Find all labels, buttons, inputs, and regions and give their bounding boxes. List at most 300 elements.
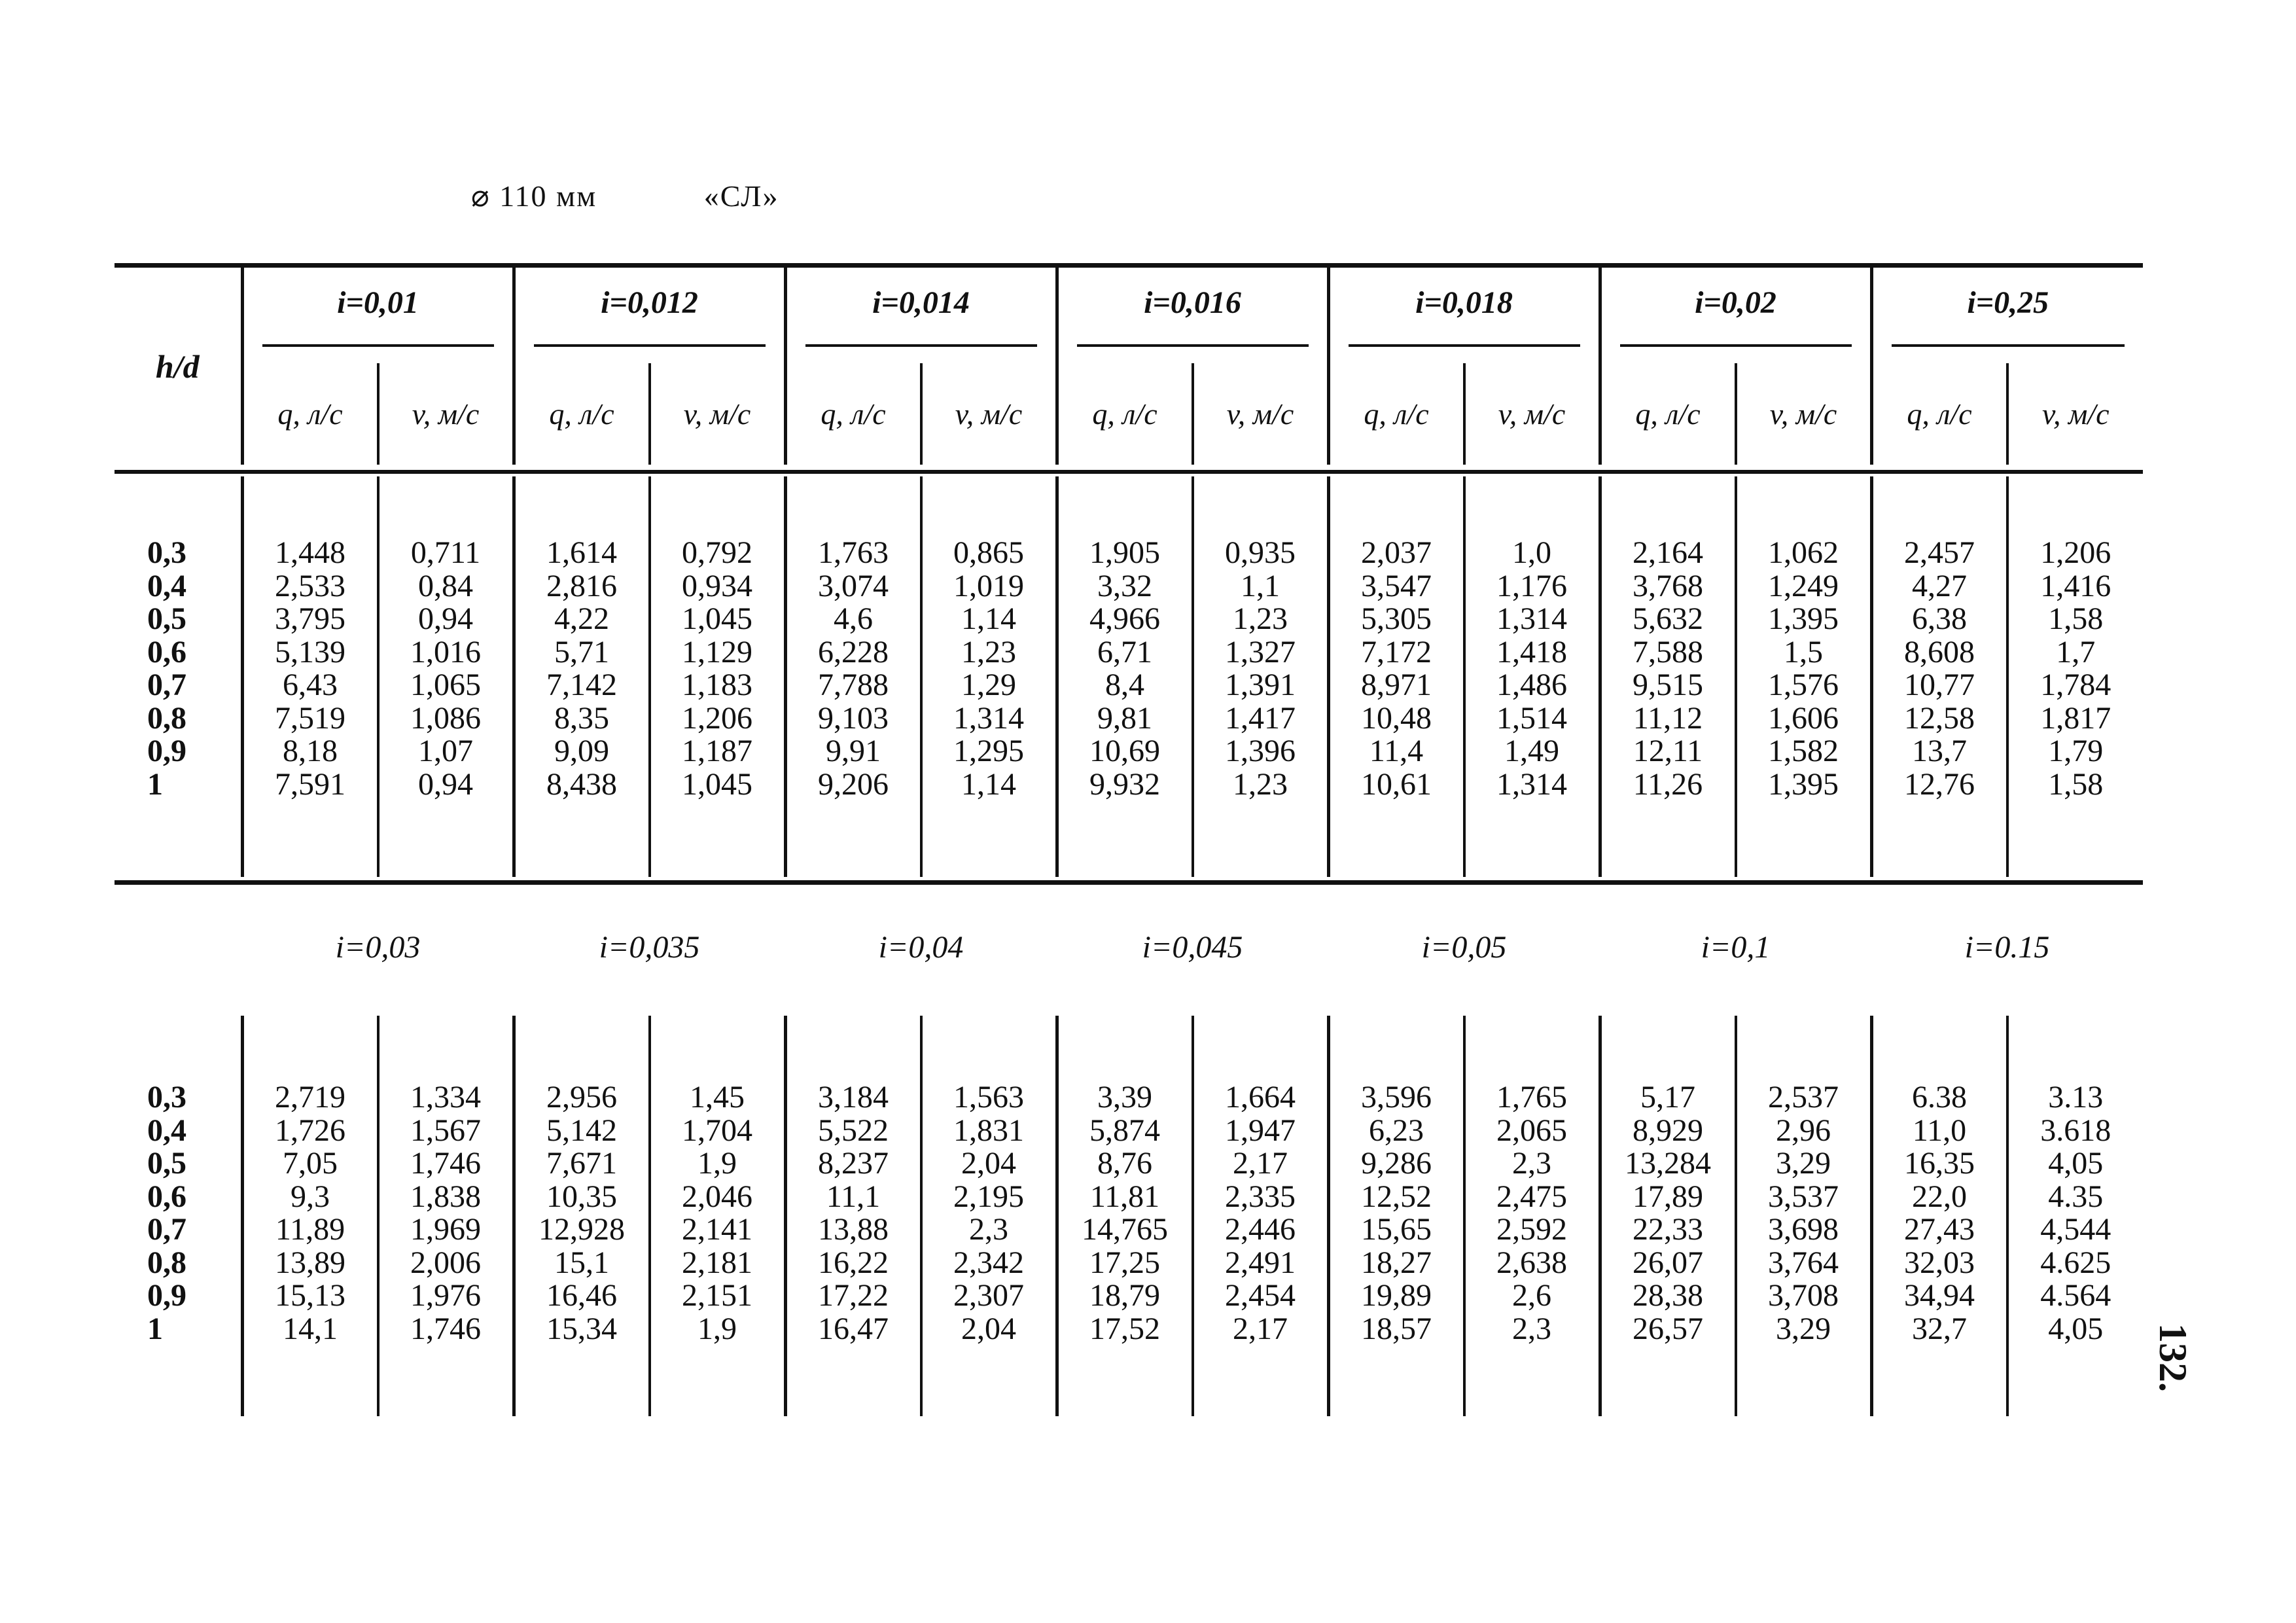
v-value: 2,065 (1496, 1113, 1567, 1148)
slope-header: i=0,018 (1328, 268, 1600, 363)
v-value: 2,181 (682, 1245, 752, 1280)
q-value: 5,71 (554, 634, 609, 669)
q-value: 7,142 (546, 668, 617, 702)
v-value: 2,3 (969, 1212, 1008, 1247)
v-value: 2,141 (682, 1212, 752, 1247)
v-value: 2,446 (1225, 1212, 1296, 1247)
q-value: 5,522 (818, 1113, 889, 1148)
v-value: 0,94 (418, 601, 473, 636)
q-value: 19,89 (1361, 1278, 1432, 1313)
slope-header: i=0,035 (599, 930, 700, 965)
v-header: v, м/с (921, 363, 1057, 465)
q-value: 17,52 (1089, 1311, 1160, 1346)
hd-value: 0,7 (147, 668, 186, 702)
q-value: 1,614 (546, 535, 617, 570)
q-value: 10,48 (1361, 700, 1432, 736)
v-column (650, 476, 786, 877)
q-value: 5,874 (1089, 1113, 1160, 1148)
q-value: 9,09 (554, 734, 609, 768)
slope-header: i=0,05 (1421, 930, 1507, 965)
v-value: 2,592 (1496, 1212, 1567, 1247)
v-value: 1,831 (953, 1113, 1024, 1148)
q-value: 3,184 (818, 1080, 889, 1115)
v-column (921, 1016, 1057, 1416)
v-column (1736, 476, 1872, 877)
v-column (2007, 476, 2144, 877)
q-value: 12,11 (1633, 734, 1703, 768)
hd-value: 0,4 (147, 1113, 186, 1148)
hd-values (115, 476, 242, 877)
q-value: 6,43 (283, 668, 338, 702)
v-value: 1,07 (418, 734, 473, 768)
q-column (1871, 476, 2007, 877)
v-value: 1,58 (2048, 601, 2104, 636)
q-value: 18,27 (1361, 1245, 1432, 1280)
q-value: 7,519 (275, 700, 345, 736)
q-value: 2,164 (1633, 535, 1703, 570)
q-value: 9,286 (1361, 1146, 1432, 1181)
v-value: 1,9 (698, 1146, 737, 1181)
q-value: 11,0 (1912, 1113, 1967, 1148)
q-value: 6.38 (1912, 1080, 1967, 1115)
header-rule (115, 470, 2143, 474)
hd-value: 0,5 (147, 1146, 186, 1181)
table-caption (471, 178, 877, 213)
v-value: 1,664 (1225, 1080, 1296, 1115)
v-value: 4.564 (2040, 1278, 2111, 1313)
v-value: 2,6 (1512, 1278, 1551, 1313)
q-value: 9,103 (818, 700, 889, 736)
q-value: 10,35 (546, 1179, 617, 1214)
hd-value: 0,9 (147, 1278, 186, 1313)
q-value: 11,89 (275, 1212, 345, 1247)
q-header: q, л/с (1328, 363, 1464, 465)
v-value: 1,418 (1496, 634, 1567, 669)
v-value: 3,764 (1768, 1245, 1839, 1280)
v-value: 1,79 (2048, 734, 2104, 768)
q-value: 9,3 (291, 1179, 330, 1214)
q-value: 18,57 (1361, 1311, 1432, 1346)
hd-value: 0,3 (147, 1080, 186, 1115)
hd-value: 0,4 (147, 568, 186, 603)
v-value: 1,5 (1784, 634, 1823, 669)
v-value: 2,04 (961, 1311, 1016, 1346)
v-value: 0,711 (410, 535, 481, 570)
v-value: 1,249 (1768, 568, 1839, 603)
q-column (1871, 1016, 2007, 1416)
q-value: 2,457 (1904, 535, 1975, 570)
q-value: 8,76 (1097, 1146, 1152, 1181)
v-value: 1,7 (2056, 634, 2096, 669)
q-header: q, л/с (785, 363, 921, 465)
v-value: 4,05 (2048, 1311, 2104, 1346)
bottom-table-body (115, 1016, 2143, 1416)
hd-column-header: h/d (115, 268, 242, 465)
q-header: q, л/с (1871, 363, 2007, 465)
q-column (242, 1016, 378, 1416)
q-value: 9,81 (1097, 700, 1152, 736)
q-value: 27,43 (1904, 1212, 1975, 1247)
v-value: 1,582 (1768, 734, 1839, 768)
v-value: 1,062 (1768, 535, 1839, 570)
q-value: 10,69 (1089, 734, 1160, 768)
v-value: 3.618 (2040, 1113, 2111, 1148)
q-value: 3,074 (818, 568, 889, 603)
q-value: 28,38 (1633, 1278, 1703, 1313)
hd-value: 0,9 (147, 734, 186, 768)
v-value: 0,792 (682, 535, 752, 570)
slope-header: i=0,04 (878, 930, 964, 965)
q-value: 13,88 (818, 1212, 889, 1247)
v-value: 2,151 (682, 1278, 752, 1313)
v-column (1193, 1016, 1329, 1416)
diameter-label: ⌀ 110 мм (471, 179, 597, 213)
q-value: 7,588 (1633, 634, 1703, 669)
hd-value: 0,8 (147, 700, 186, 736)
slope-header: i=0.15 (1964, 930, 2050, 965)
q-value: 4,6 (834, 601, 873, 636)
q-value: 3,768 (1633, 568, 1703, 603)
q-value: 8,237 (818, 1146, 889, 1181)
hd-value: 0,6 (147, 1179, 186, 1214)
q-value: 22,0 (1912, 1179, 1967, 1214)
v-value: 1,206 (2040, 535, 2111, 570)
v-value: 1,206 (682, 700, 752, 736)
q-value: 2,816 (546, 568, 617, 603)
q-value: 1,726 (275, 1113, 345, 1148)
v-value: 2,454 (1225, 1278, 1296, 1313)
v-value: 1,29 (961, 668, 1016, 702)
q-value: 10,61 (1361, 766, 1432, 802)
v-value: 2,96 (1776, 1113, 1831, 1148)
q-header: q, л/с (1600, 363, 1736, 465)
q-value: 12,52 (1361, 1179, 1432, 1214)
q-value: 13,284 (1625, 1146, 1711, 1181)
q-value: 16,35 (1904, 1146, 1975, 1181)
q-value: 12,928 (539, 1212, 625, 1247)
v-column (1464, 476, 1600, 877)
series-label: «СЛ» (703, 179, 779, 213)
v-value: 1,395 (1768, 766, 1839, 802)
v-value: 1,391 (1225, 668, 1296, 702)
v-value: 2,046 (682, 1179, 752, 1214)
v-value: 2,307 (953, 1278, 1024, 1313)
v-value: 1,129 (682, 634, 752, 669)
q-value: 26,57 (1633, 1311, 1703, 1346)
v-header: v, м/с (1464, 363, 1600, 465)
v-value: 1,576 (1768, 668, 1839, 702)
hd-value: 0,3 (147, 535, 186, 570)
v-value: 1,9 (698, 1311, 737, 1346)
slope-header: i=0,25 (1871, 268, 2143, 363)
v-column (1193, 476, 1329, 877)
q-value: 4,966 (1089, 601, 1160, 636)
q-column (514, 1016, 650, 1416)
middle-rule (115, 880, 2143, 885)
v-value: 0,935 (1225, 535, 1296, 570)
q-column (785, 1016, 921, 1416)
q-column (514, 476, 650, 877)
v-value: 3.13 (2048, 1080, 2104, 1115)
hd-value: 0,6 (147, 634, 186, 669)
v-value: 1,514 (1496, 700, 1567, 736)
v-value: 1,314 (1496, 601, 1567, 636)
v-column (650, 1016, 786, 1416)
q-value: 9,515 (1633, 668, 1703, 702)
q-value: 1,763 (818, 535, 889, 570)
q-value: 8,438 (546, 766, 617, 802)
v-value: 1,23 (961, 634, 1016, 669)
v-value: 1,746 (410, 1146, 481, 1181)
q-value: 3,32 (1097, 568, 1152, 603)
q-value: 3,39 (1097, 1080, 1152, 1115)
q-value: 13,89 (275, 1245, 345, 1280)
q-value: 12,76 (1904, 766, 1975, 802)
q-value: 9,932 (1089, 766, 1160, 802)
v-column (1464, 1016, 1600, 1416)
v-header: v, м/с (650, 363, 786, 465)
q-column (785, 476, 921, 877)
q-value: 16,22 (818, 1245, 889, 1280)
q-value: 14,1 (283, 1311, 338, 1346)
q-column (1600, 1016, 1736, 1416)
q-value: 4,22 (554, 601, 609, 636)
q-value: 2,533 (275, 568, 345, 603)
q-column (1328, 1016, 1464, 1416)
q-header: q, л/с (242, 363, 378, 465)
q-value: 12,58 (1904, 700, 1975, 736)
v-value: 1,976 (410, 1278, 481, 1313)
v-value: 1,314 (953, 700, 1024, 736)
q-value: 15,13 (275, 1278, 345, 1313)
v-value: 1,23 (1233, 601, 1288, 636)
v-value: 3,29 (1776, 1146, 1831, 1181)
q-value: 3,547 (1361, 568, 1432, 603)
q-value: 5,632 (1633, 601, 1703, 636)
q-value: 5,305 (1361, 601, 1432, 636)
v-value: 1,784 (2040, 668, 2111, 702)
v-value: 1,314 (1496, 766, 1567, 802)
v-value: 2,342 (953, 1245, 1024, 1280)
hd-value: 0,8 (147, 1245, 186, 1280)
v-column (378, 1016, 514, 1416)
slope-header: i=0,045 (1142, 930, 1243, 965)
q-value: 6,71 (1097, 634, 1152, 669)
q-value: 1,905 (1089, 535, 1160, 570)
q-value: 7,671 (546, 1146, 617, 1181)
q-value: 18,79 (1089, 1278, 1160, 1313)
q-column (1328, 476, 1464, 877)
slope-header: i=0,016 (1057, 268, 1328, 363)
q-value: 16,47 (818, 1311, 889, 1346)
q-value: 6,23 (1369, 1113, 1424, 1148)
q-column (242, 476, 378, 877)
q-value: 32,7 (1912, 1311, 1967, 1346)
q-value: 1,448 (275, 535, 345, 570)
q-value: 8,18 (283, 734, 338, 768)
q-value: 17,25 (1089, 1245, 1160, 1280)
q-value: 7,788 (818, 668, 889, 702)
v-value: 1,395 (1768, 601, 1839, 636)
v-value: 1,567 (410, 1113, 481, 1148)
page-number: 132. (2151, 1323, 2195, 1392)
v-value: 1,0 (1512, 535, 1551, 570)
q-value: 8,608 (1904, 634, 1975, 669)
v-value: 1,396 (1225, 734, 1296, 768)
v-value: 2,04 (961, 1146, 1016, 1181)
q-header: q, л/с (1057, 363, 1193, 465)
q-value: 11,26 (1633, 766, 1703, 802)
v-value: 1,086 (410, 700, 481, 736)
v-column (1736, 1016, 1872, 1416)
v-value: 1,417 (1225, 700, 1296, 736)
v-value: 2,335 (1225, 1179, 1296, 1214)
hd-value: 1 (147, 1311, 163, 1346)
v-value: 1,295 (953, 734, 1024, 768)
v-header: v, м/с (378, 363, 514, 465)
q-value: 5,139 (275, 634, 345, 669)
v-value: 1,49 (1504, 734, 1559, 768)
v-value: 0,94 (418, 766, 473, 802)
slope-header: i=0,01 (242, 268, 514, 363)
q-value: 11,81 (1089, 1179, 1160, 1214)
v-value: 2,475 (1496, 1179, 1567, 1214)
v-value: 1,746 (410, 1311, 481, 1346)
q-value: 6,38 (1912, 601, 1967, 636)
v-value: 1,486 (1496, 668, 1567, 702)
v-value: 1,563 (953, 1080, 1024, 1115)
q-column (1057, 476, 1193, 877)
v-value: 1,334 (410, 1080, 481, 1115)
v-value: 2,17 (1233, 1146, 1288, 1181)
slope-header: i=0,03 (335, 930, 421, 965)
v-value: 1,704 (682, 1113, 752, 1148)
v-value: 3,698 (1768, 1212, 1839, 1247)
v-value: 1,817 (2040, 700, 2111, 736)
v-value: 2,537 (1768, 1080, 1839, 1115)
hd-value: 1 (147, 766, 163, 802)
v-value: 1,969 (410, 1212, 481, 1247)
q-column (1600, 476, 1736, 877)
q-value: 16,46 (546, 1278, 617, 1313)
v-value: 1,045 (682, 766, 752, 802)
q-value: 8,4 (1105, 668, 1144, 702)
q-header: q, л/с (514, 363, 650, 465)
q-value: 15,1 (554, 1245, 609, 1280)
q-value: 9,206 (818, 766, 889, 802)
q-value: 7,05 (283, 1146, 338, 1181)
v-value: 2,006 (410, 1245, 481, 1280)
q-column (1057, 1016, 1193, 1416)
q-value: 8,35 (554, 700, 609, 736)
v-value: 1,1 (1241, 568, 1280, 603)
v-value: 1,947 (1225, 1113, 1296, 1148)
v-value: 0,865 (953, 535, 1024, 570)
v-value: 4.625 (2040, 1245, 2111, 1280)
q-value: 5,17 (1640, 1080, 1695, 1115)
q-value: 22,33 (1633, 1212, 1703, 1247)
q-value: 7,591 (275, 766, 345, 802)
v-header: v, м/с (2007, 363, 2144, 465)
slope-header: i=0,02 (1600, 268, 1871, 363)
slope-header: i=0,1 (1701, 930, 1771, 965)
v-value: 1,14 (961, 766, 1016, 802)
v-value: 1,765 (1496, 1080, 1567, 1115)
slope-header: i=0,012 (514, 268, 785, 363)
top-rule (115, 263, 2143, 268)
q-value: 3,596 (1361, 1080, 1432, 1115)
v-value: 1,327 (1225, 634, 1296, 669)
v-value: 2,17 (1233, 1311, 1288, 1346)
v-value: 1,45 (690, 1080, 745, 1115)
v-value: 2,195 (953, 1179, 1024, 1214)
v-value: 0,934 (682, 568, 752, 603)
slope-header: i=0,014 (785, 268, 1057, 363)
q-value: 2,956 (546, 1080, 617, 1115)
q-value: 17,89 (1633, 1179, 1703, 1214)
v-value: 1,23 (1233, 766, 1288, 802)
v-header: v, м/с (1736, 363, 1872, 465)
v-value: 2,3 (1512, 1311, 1551, 1346)
q-value: 14,765 (1082, 1212, 1168, 1247)
v-value: 3,29 (1776, 1311, 1831, 1346)
hd-value: 0,5 (147, 601, 186, 636)
v-value: 1,58 (2048, 766, 2104, 802)
v-value: 2,491 (1225, 1245, 1296, 1280)
v-value: 1,016 (410, 634, 481, 669)
v-column (2007, 1016, 2144, 1416)
q-value: 8,971 (1361, 668, 1432, 702)
v-value: 1,183 (682, 668, 752, 702)
v-column (921, 476, 1057, 877)
v-value: 3,537 (1768, 1179, 1839, 1214)
v-value: 1,176 (1496, 568, 1567, 603)
q-value: 11,1 (826, 1179, 881, 1214)
q-value: 2,037 (1361, 535, 1432, 570)
q-value: 9,91 (826, 734, 881, 768)
v-value: 3,708 (1768, 1278, 1839, 1313)
v-value: 4,544 (2040, 1212, 2111, 1247)
q-value: 15,34 (546, 1311, 617, 1346)
v-value: 1,045 (682, 601, 752, 636)
q-value: 7,172 (1361, 634, 1432, 669)
v-column (378, 476, 514, 877)
top-table-header (115, 268, 2143, 465)
q-value: 11,4 (1369, 734, 1424, 768)
v-value: 1,14 (961, 601, 1016, 636)
q-value: 8,929 (1633, 1113, 1703, 1148)
q-value: 2,719 (275, 1080, 345, 1115)
v-value: 0,84 (418, 568, 473, 603)
q-value: 4,27 (1912, 568, 1967, 603)
v-value: 1,606 (1768, 700, 1839, 736)
v-value: 1,065 (410, 668, 481, 702)
top-table-body (115, 476, 2143, 877)
q-value: 26,07 (1633, 1245, 1703, 1280)
hd-values (115, 1016, 242, 1416)
q-value: 3,795 (275, 601, 345, 636)
q-value: 17,22 (818, 1278, 889, 1313)
q-value: 6,228 (818, 634, 889, 669)
v-value: 1,187 (682, 734, 752, 768)
q-value: 5,142 (546, 1113, 617, 1148)
q-value: 13,7 (1912, 734, 1967, 768)
v-value: 4,05 (2048, 1146, 2104, 1181)
v-value: 2,638 (1496, 1245, 1567, 1280)
bottom-slope-headers (115, 929, 2143, 965)
q-value: 32,03 (1904, 1245, 1975, 1280)
v-value: 1,416 (2040, 568, 2111, 603)
